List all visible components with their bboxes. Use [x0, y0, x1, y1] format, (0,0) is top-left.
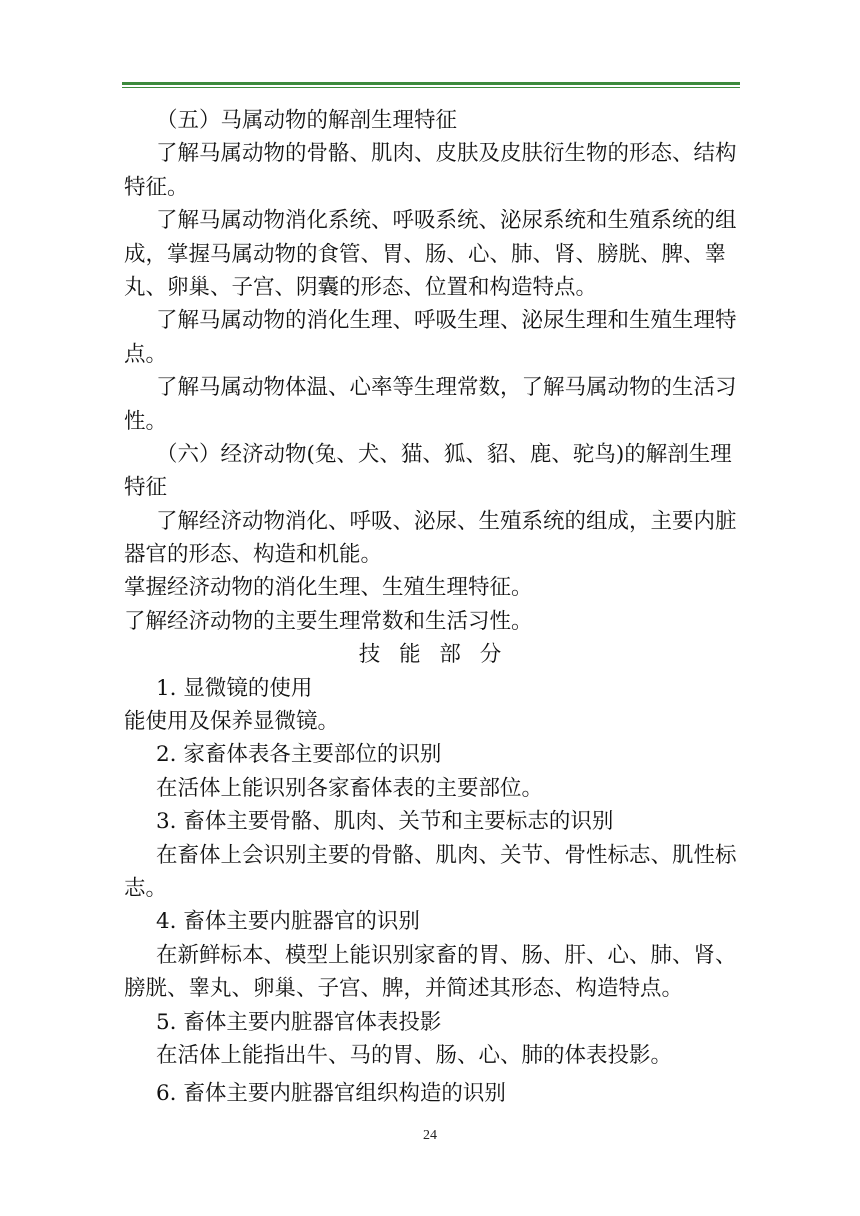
section-heading-5: （五）马属动物的解剖生理特征: [156, 108, 458, 133]
skill-item-heading: 5. 畜体主要内脏器官体表投影: [156, 1009, 442, 1035]
skill-item-text: 志。: [124, 875, 168, 901]
section-heading-6-cont: 特征: [124, 475, 168, 501]
paragraph-line: 特征。: [124, 174, 189, 200]
header-rule-thick: [122, 82, 740, 85]
paragraph-line: 成，掌握马属动物的食管、胃、肠、心、肺、肾、膀胱、脾、睾: [124, 241, 727, 267]
paragraph-line: 了解马属动物的消化生理、呼吸生理、泌尿生理和生殖生理特: [156, 308, 737, 334]
skill-item-heading: 4. 畜体主要内脏器官的识别: [156, 909, 420, 935]
skill-item-text: 在活体上能指出牛、马的胃、肠、心、肺的体表投影。: [156, 1042, 673, 1068]
skills-section-title: 技 能 部 分: [358, 642, 508, 668]
skill-item-heading: 3. 畜体主要骨骼、肌肉、关节和主要标志的识别: [156, 809, 614, 835]
page-number: 24: [423, 1128, 437, 1143]
skill-item-heading: 6. 畜体主要内脏器官组织构造的识别: [156, 1081, 506, 1107]
paragraph-line: 器官的形态、构造和机能。: [124, 542, 383, 568]
skill-item-text: 在畜体上会识别主要的骨骼、肌肉、关节、骨性标志、肌性标: [156, 842, 737, 868]
skill-item-heading: 2. 家畜体表各主要部位的识别: [156, 742, 442, 768]
header-rule-thin: [122, 87, 740, 88]
skill-item-text: 在新鲜标本、模型上能识别家畜的胃、肠、肝、心、肺、肾、: [156, 942, 737, 968]
paragraph-line: 丸、卵巢、子宫、阴囊的形态、位置和构造特点。: [124, 274, 598, 300]
paragraph-line: 了解马属动物消化系统、呼吸系统、泌尿系统和生殖系统的组: [156, 208, 737, 234]
section-heading-6: （六）经济动物(兔、犬、猫、狐、貂、鹿、驼鸟)的解剖生理: [156, 441, 732, 467]
paragraph-line: 了解经济动物的主要生理常数和生活习性。: [124, 608, 533, 634]
paragraph-line: 了解经济动物消化、呼吸、泌尿、生殖系统的组成，主要内脏: [156, 508, 737, 534]
paragraph-line: 掌握经济动物的消化生理、生殖生理特征。: [124, 575, 533, 601]
skill-item-text: 在活体上能识别各家畜体表的主要部位。: [156, 775, 544, 801]
body-text: [124, 104, 742, 1111]
paragraph-line: 了解马属动物体温、心率等生理常数，了解马属动物的生活习: [156, 375, 737, 401]
skill-item-text: 膀胱、睾丸、卵巢、子宫、脾，并简述其形态、构造特点。: [124, 976, 684, 1002]
paragraph-line: 了解马属动物的骨骼、肌肉、皮肤及皮肤衍生物的形态、结构: [156, 141, 737, 167]
skill-item-heading: 1. 显微镜的使用: [156, 675, 313, 701]
paragraph-line: 性。: [124, 408, 168, 434]
paragraph-line: 点。: [124, 341, 168, 367]
skill-item-text: 能使用及保养显微镜。: [124, 709, 340, 735]
